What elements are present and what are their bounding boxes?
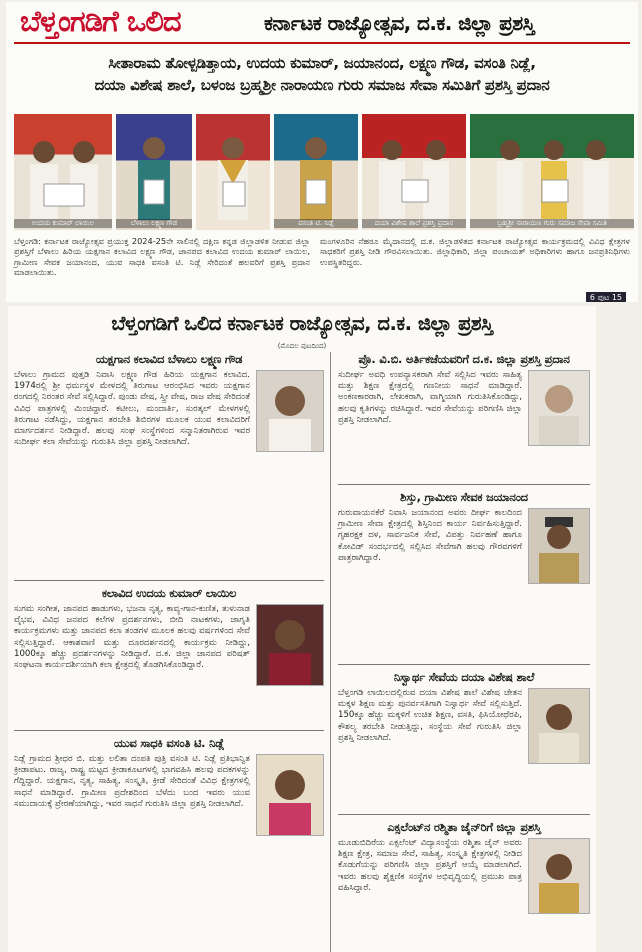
section-divider (338, 814, 590, 815)
bottom-clipping (8, 306, 596, 952)
headline-rule (14, 42, 630, 44)
section-body: ಸುದೀರ್ಘ ಅವಧಿ ಉಪನ್ಯಾಸಕರಾಗಿ ಸೇವೆ ಸಲ್ಲಿಸಿದ ಇವರು ಸಾಹಿತ್ಯ ಮತ್ತು ಶಿಕ್ಷಣ ಕ್ಷೇತ್ರದಲ್ಲಿ ಗಣನೀಯ ಸಾಧನೆ ಮಾಡಿದ್ದಾರೆ. ಅಂಕಣಕಾರರಾಗಿ, ಲೇಖಕರಾಗಿ, ವಾಗ್ಮಿಯಾಗಿ ಗುರುತಿಸಿಕೊಂಡಿದ್ದು, ಹಲವು ಕೃತಿಗಳನ್ನು ರಚಿಸಿದ್ದಾರೆ. ಇವರ ಸೇವೆಯನ್ನು ಪರಿಗಣಿಸಿ ಜಿಲ್ಲಾ ಪ್ರಶಸ್ತಿ ನೀಡಲಾಗಿದೆ. (338, 370, 522, 425)
section-body: ಮೂಡುಬಿದಿರೆಯ ಎಕ್ಸಲೆಂಟ್ ವಿದ್ಯಾಸಂಸ್ಥೆಯ ರಶ್ಮಿತಾ ಜೈನ್ ಅವರು ಶಿಕ್ಷಣ ಕ್ಷೇತ್ರ, ಸಮಾಜ ಸೇವೆ, ಸಾಹಿತ್ಯ, ಸಂಸ್ಕೃತಿ ಕ್ಷೇತ್ರಗಳಲ್ಲಿ ನೀಡಿದ ಕೊಡುಗೆಯನ್ನು ಪರಿಗಣಿಸಿ ಜಿಲ್ಲಾ ಪ್ರಶಸ್ತಿಗೆ ಆಯ್ಕೆ ಮಾಡಲಾಗಿದೆ. ಇವರು ಹಲವು ಶೈಕ್ಷಣಿಕ ಸಂಸ್ಥೆಗಳ ಅಭಿವೃದ್ಧಿಯಲ್ಲಿ ಪ್ರಮುಖ ಪಾತ್ರ ವಹಿಸಿದ್ದಾರೆ. (338, 838, 522, 893)
section-rashmitha-jain (338, 820, 590, 918)
section-body: ನಿಡ್ಲೆ ಗ್ರಾಮದ ಶ್ರೀಧರ ಬಿ. ಮತ್ತು ಲಲಿತಾ ದಂಪತಿ ಪುತ್ರಿ ವಸಂತಿ ಟಿ. ನಿಡ್ಲೆ ಪ್ರತಿಭಾನ್ವಿತ ಕ್ರೀಡಾಪಟು. ರಾಜ್ಯ, ರಾಷ್ಟ್ರ ಮಟ್ಟದ ಕ್ರೀಡಾಕೂಟಗಳಲ್ಲಿ ಭಾಗವಹಿಸಿ ಹಲವು ಪದಕಗಳನ್ನು ಗೆದ್ದಿದ್ದಾರೆ. ಯಕ್ಷಗಾನ, ನೃತ್ಯ, ಸಾಹಿತ್ಯ, ಸಂಸ್ಕೃತಿ, ಕ್ರೀಡೆ ಸೇರಿದಂತೆ ವಿವಿಧ ಕ್ಷೇತ್ರಗಳಲ್ಲಿ ಸಾಧನೆ ಮಾಡಿದ್ದಾರೆ. ಗ್ರಾಮೀಣ ಪ್ರದೇಶದಿಂದ ಬೆಳೆದು ಬಂದ ಇವರು ಯುವ ಸಮುದಾಯಕ್ಕೆ ಪ್ರೇರಣೆಯಾಗಿದ್ದು, ಇವರ ಸಾಧನೆ ಗುರುತಿಸಿ ಜಿಲ್ಲಾ ಪ್ರಶಸ್ತಿ ನೀಡಲಾಗಿದೆ. (14, 754, 250, 809)
section-vasanthi-nidle (14, 736, 324, 840)
section-lakshmana-gowda (14, 352, 324, 456)
headline-black-part: ಕರ್ನಾಟಕ ರಾಜ್ಯೋತ್ಸವ, ದ.ಕ. ಜಿಲ್ಲಾ ಪ್ರಶಸ್ತಿ (264, 11, 535, 35)
award-photo (116, 114, 192, 230)
portrait-photo (528, 688, 590, 764)
section-arthikaje (338, 352, 590, 450)
photo-caption: ಬ್ರಹ್ಮಶ್ರೀ ನಾರಾಯಣ ಗುರು ಸಮಾಜ ಸೇವಾ ಸಮಿತಿ (470, 219, 634, 228)
photo-caption: ವಸಂತಿ ಟಿ. ನಿಡ್ಲೆ (274, 219, 358, 228)
section-title: ಕಲಾವಿದ ಉದಯ ಕುಮಾರ್ ಲಾಯಿಲ (101, 586, 237, 600)
subheadline-line-1: ಸೀತಾರಾಮ ತೋಳ್ಪಡಿತ್ತಾಯ, ಉದಯ ಕುಮಾರ್, ಜಯಾನಂದ, ಲಕ್ಷ್ಮಣ ಗೌಡ, ವಸಂತಿ ನಿಡ್ಲೆ, (108, 54, 536, 72)
award-photo-strip (14, 114, 634, 230)
column-divider (330, 352, 331, 952)
award-photo (14, 114, 112, 230)
award-photo (470, 114, 634, 230)
top-body-column-1: ಬೆಳ್ತಂಗಡಿ: ಕರ್ನಾಟಕ ರಾಜ್ಯೋತ್ಸವ ಪ್ರಯುಕ್ತ 2024-25ನೇ ಸಾಲಿನಲ್ಲಿ ದಕ್ಷಿಣ ಕನ್ನಡ ಜಿಲ್ಲಾಡಳಿತ ನೀಡುವ ಜಿಲ್ಲಾ ಪ್ರಶಸ್ತಿಗೆ ಬೆಳಾಲು ಹಿರಿಯ ಯಕ್ಷಗಾನ ಕಲಾವಿದ ಲಕ್ಷ್ಮಣ ಗೌಡ, ಜಾನಪದ ಕಲಾವಿದ ಉದಯ ಕುಮಾರ್ ಲಾಯಿಲ, ಗ್ರಾಮೀಣ ಸೇವಕ ಜಯಾನಂದ, ಯುವ ಸಾಧಕಿ ವಸಂತಿ ಟಿ. ನಿಡ್ಲೆ ಸೇರಿದಂತೆ ಹಲವರಿಗೆ ಪ್ರಶಸ್ತಿ ಪ್ರದಾನ ಮಾಡಲಾಯಿತು. (14, 236, 310, 278)
subheadline-line-2: ದಯಾ ವಿಶೇಷ ಶಾಲೆ, ಬಳಂಜ ಬ್ರಹ್ಮಶ್ರೀ ನಾರಾಯಣ ಗುರು ಸಮಾಜ ಸೇವಾ ಸಮಿತಿಗೆ ಪ್ರಶಸ್ತಿ ಪ್ರದಾನ (94, 76, 550, 94)
continued-tag: (ಮೊದಲ ಪುಟದಿಂದ) (277, 342, 327, 350)
section-body: ಸುಗಮ ಸಂಗೀತ, ಜಾನಪದ ಹಾಡುಗಳು, ಭಜನಾ ನೃತ್ಯ, ಕಾವ್ಯ-ಗಾನ-ಕುಣಿತ, ತುಳುನಾಡ ವೈಭವ, ವಿವಿಧ ಜನಪದ ಕಲೆಗಳ ಪ್ರದರ್ಶನಗಳು, ಬೀದಿ ನಾಟಕಗಳು, ಜಾಗೃತಿ ಕಾರ್ಯಕ್ರಮಗಳು ಮತ್ತು ಜಾನಪದ ಕಲಾ ತಂಡಗಳ ಮೂಲಕ ಹಲವು ವರ್ಷಗಳಿಂದ ಸೇವೆ ಸಲ್ಲಿಸುತ್ತಿದ್ದಾರೆ. ಆಕಾಶವಾಣಿ ಮತ್ತು ದೂರದರ್ಶನದಲ್ಲಿ ಕಾರ್ಯಕ್ರಮ ನೀಡಿದ್ದು, 1000ಕ್ಕೂ ಹೆಚ್ಚು ಪ್ರದರ್ಶನಗಳನ್ನು ನೀಡಿದ್ದಾರೆ. ದ.ಕ. ಜಿಲ್ಲಾ ಜಾನಪದ ಪರಿಷತ್ ಸಂಘಟನಾ ಕಾರ್ಯದರ್ಶಿಯಾಗಿ ಕಲಾ ಕ್ಷೇತ್ರದಲ್ಲಿ ತೊಡಗಿಸಿಕೊಂಡಿದ್ದಾರೆ. (14, 604, 250, 671)
section-title: ಯುವ ಸಾಧಕಿ ವಸಂತಿ ಟಿ. ನಿಡ್ಲೆ (113, 736, 225, 750)
portrait-photo (256, 754, 324, 836)
section-title: ಎಕ್ಸಲೆಂಟ್‌ನ ರಶ್ಮಿತಾ ಜೈನ್‌ರಿಗೆ ಜಿಲ್ಲಾ ಪ್ರಶಸ್ತಿ (387, 820, 541, 834)
section-title: ಯಕ್ಷಗಾನ ಕಲಾವಿದ ಬೆಳಾಲು ಲಕ್ಷ್ಮಣ ಗೌಡ (95, 352, 243, 366)
section-udaya-kumar (14, 586, 324, 690)
portrait-photo (528, 838, 590, 914)
section-divider (14, 580, 324, 581)
top-body-column-2: ಮಂಗಳೂರಿನ ನೆಹರೂ ಮೈದಾನದಲ್ಲಿ ದ.ಕ. ಜಿಲ್ಲಾಡಳಿತದ ಕರ್ನಾಟಕ ರಾಜ್ಯೋತ್ಸವ ಕಾರ್ಯಕ್ರಮದಲ್ಲಿ ವಿವಿಧ ಕ್ಷೇತ್ರಗಳ ಸಾಧಕರಿಗೆ ಪ್ರಶಸ್ತಿ ನೀಡಿ ಗೌರವಿಸಲಾಯಿತು. ಜಿಲ್ಲಾಧಿಕಾರಿ, ಜಿಲ್ಲಾ ಪಂಚಾಯತ್ ಅಧಿಕಾರಿಗಳು ಹಾಗೂ ಜನಪ್ರತಿನಿಧಿಗಳು ಉಪಸ್ಥಿತರಿದ್ದರು. (320, 236, 630, 267)
headline-red-part: ಬೆಳ್ತಂಗಡಿಗೆ ಒಲಿದ (20, 4, 181, 38)
portrait-photo (256, 604, 324, 686)
portrait-photo (528, 370, 590, 446)
section-jayananda (338, 490, 590, 588)
top-headline (6, 2, 638, 42)
portrait-photo (528, 508, 590, 584)
section-divider (14, 730, 324, 731)
section-daya-school (338, 670, 590, 768)
photo-caption: ದಯಾ ವಿಶೇಷ ಶಾಲೆ ಪ್ರಶಸ್ತಿ ಪ್ರದಾನ (362, 219, 466, 228)
top-subheadline (14, 52, 630, 96)
award-photo (274, 114, 358, 230)
section-body: ಗುರುವಾಯನಕೆರೆ ನಿವಾಸಿ ಜಯಾನಂದ ಅವರು ದೀರ್ಘ ಕಾಲದಿಂದ ಗ್ರಾಮೀಣ ಸೇವಾ ಕ್ಷೇತ್ರದಲ್ಲಿ ಶಿಸ್ತಿನಿಂದ ಕಾರ್ಯ ನಿರ್ವಹಿಸುತ್ತಿದ್ದಾರೆ. ಗೃಹರಕ್ಷಕ ದಳ, ಸಾರ್ವಜನಿಕ ಸೇವೆ, ವಿಪತ್ತು ನಿರ್ವಹಣೆ ಹಾಗೂ ಕೋವಿಡ್ ಸಂದರ್ಭದಲ್ಲಿ ಸಲ್ಲಿಸಿದ ಸೇವೆಗಾಗಿ ಹಲವು ಗೌರವಗಳಿಗೆ ಪಾತ್ರರಾಗಿದ್ದಾರೆ. (338, 508, 522, 563)
section-body: ಬೆಳ್ತಂಗಡಿ ಲಾಯಿಲದಲ್ಲಿರುವ ದಯಾ ವಿಶೇಷ ಶಾಲೆ ವಿಶೇಷ ಚೇತನ ಮಕ್ಕಳ ಶಿಕ್ಷಣ ಮತ್ತು ಪುನರ್ವಸತಿಗಾಗಿ ನಿಸ್ವಾರ್ಥ ಸೇವೆ ಸಲ್ಲಿಸುತ್ತಿದೆ. 150ಕ್ಕೂ ಹೆಚ್ಚು ಮಕ್ಕಳಿಗೆ ಉಚಿತ ಶಿಕ್ಷಣ, ವಸತಿ, ಫಿಸಿಯೋಥೆರಪಿ, ಕೌಶಲ್ಯ ತರಬೇತಿ ನೀಡುತ್ತಿದ್ದು, ಸಂಸ್ಥೆಯ ಸೇವೆ ಗುರುತಿಸಿ ಜಿಲ್ಲಾ ಪ್ರಶಸ್ತಿ ನೀಡಲಾಗಿದೆ. (338, 688, 522, 743)
section-body: ಬೆಳಾಲು ಗ್ರಾಮದ ಪುತ್ತಡಿ ನಿವಾಸಿ ಲಕ್ಷ್ಮಣ ಗೌಡ ಹಿರಿಯ ಯಕ್ಷಗಾನ ಕಲಾವಿದ. 1974ರಲ್ಲಿ ಶ್ರೀ ಧರ್ಮಸ್ಥಳ ಮೇಳದಲ್ಲಿ ತಿರುಗಾಟ ಆರಂಭಿಸಿದ ಇವರು ಯಕ್ಷಗಾನ ರಂಗದಲ್ಲಿ ನಿರಂತರ ಸೇವೆ ಸಲ್ಲಿಸಿದ್ದಾರೆ. ಪುಂಡು ವೇಷ, ಸ್ತ್ರೀ ವೇಷ, ರಾಜ ವೇಷ ಸೇರಿದಂತೆ ವಿವಿಧ ಪಾತ್ರಗಳಲ್ಲಿ ಮಿಂಚಿದ್ದಾರೆ. ಕಟೀಲು, ಮಂದಾರ್ತಿ, ಸುರತ್ಕಲ್ ಮೇಳಗಳಲ್ಲಿ ತಿರುಗಾಟ ನಡೆಸಿದ್ದು, ಯಕ್ಷಗಾನ ತರಬೇತಿ ಶಿಬಿರಗಳ ಮೂಲಕ ಯುವ ಕಲಾವಿದರಿಗೆ ಮಾರ್ಗದರ್ಶನ ನೀಡಿದ್ದಾರೆ. ಹಲವು ಸಂಘ ಸಂಸ್ಥೆಗಳಿಂದ ಸನ್ಮಾನಿತರಾಗಿರುವ ಇವರ ಸುದೀರ್ಘ ಕಲಾ ಸೇವೆಯನ್ನು ಗುರುತಿಸಿ ಜಿಲ್ಲಾ ಪ್ರಶಸ್ತಿ ನೀಡಲಾಗಿದೆ. (14, 370, 250, 448)
page-reference: 6 ಪುಟ 15 (586, 292, 626, 302)
photo-caption: ಬೆಳಾಲು ಲಕ್ಷ್ಮಣ ಗೌಡ (116, 219, 192, 228)
bottom-headline: ಬೆಳ್ತಂಗಡಿಗೆ ಒಲಿದ ಕರ್ನಾಟಕ ರಾಜ್ಯೋತ್ಸವ, ದ.ಕ. ಜಿಲ್ಲಾ ಪ್ರಶಸ್ತಿ (111, 312, 493, 335)
portrait-photo (256, 370, 324, 452)
section-divider (338, 484, 590, 485)
section-title: ಶಿಸ್ತು, ಗ್ರಾಮೀಣ ಸೇವಕ ಜಯಾನಂದ (400, 490, 528, 504)
section-title: ನಿಸ್ವಾರ್ಥ ಸೇವೆಯ ದಯಾ ವಿಶೇಷ ಶಾಲೆ (393, 670, 535, 684)
top-clipping (6, 2, 638, 302)
photo-caption: ಉದಯ ಕುಮಾರ್ ಲಾಯಿಲ (14, 219, 112, 228)
award-photo (196, 114, 270, 230)
section-title: ಪ್ರೊ. ವಿ.ಬಿ. ಅರ್ತಿಕಜೆಯವರಿಗೆ ದ.ಕ. ಜಿಲ್ಲಾ ಪ್ರಶಸ್ತಿ ಪ್ರದಾನ (358, 352, 570, 366)
section-divider (338, 664, 590, 665)
award-photo (362, 114, 466, 230)
